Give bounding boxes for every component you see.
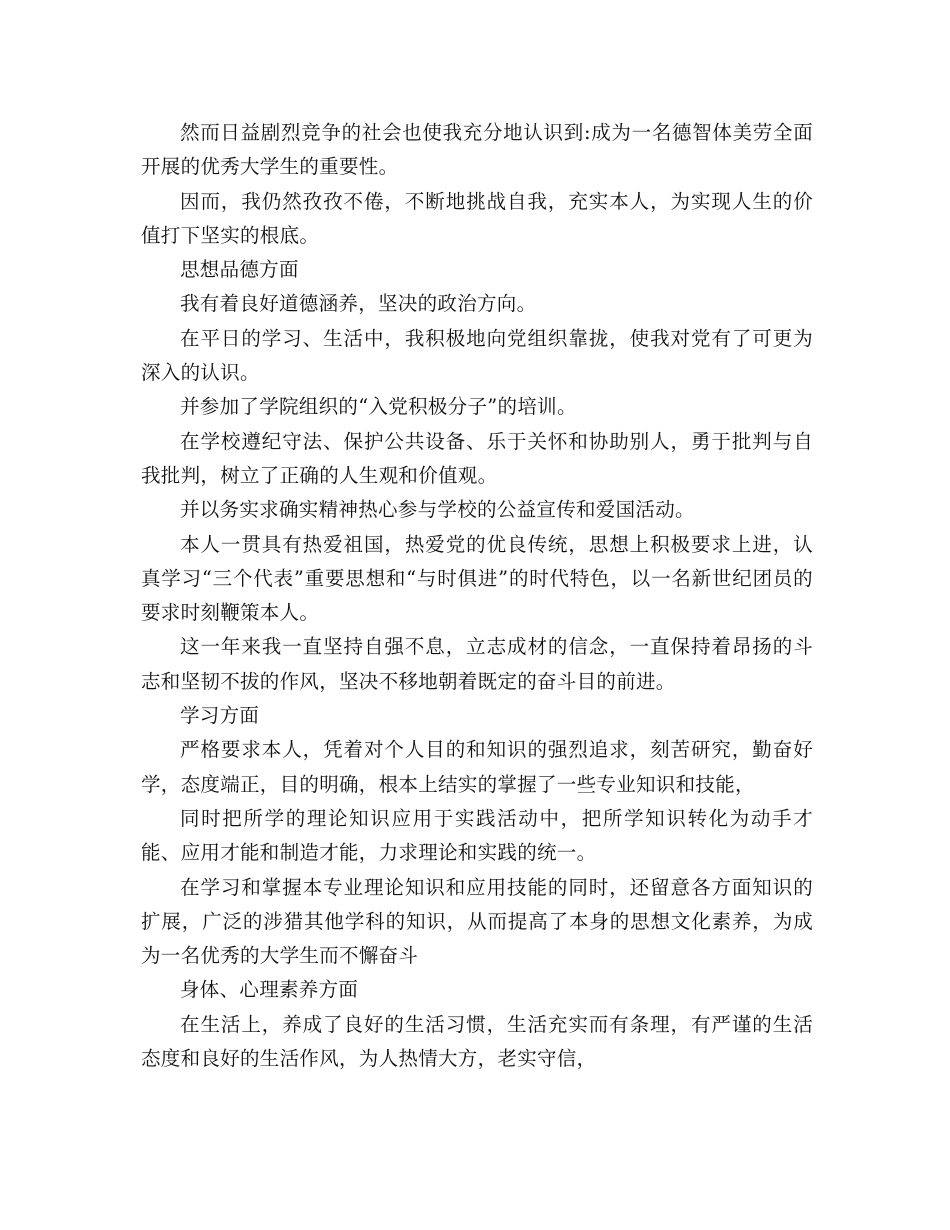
paragraph-competition: 然而日益剧烈竞争的社会也使我充分地认识到:成为一名德智体美劳全面开展的优秀大学生的重要性。	[141, 121, 813, 179]
section-heading-physical-mental: 身体、心理素养方面	[180, 978, 359, 1002]
document-body	[141, 116, 813, 1076]
paragraph-lifestyle: 在生活上，养成了良好的生活习惯，生活充实而有条理，有严谨的生活态度和良好的生活作风，为人热情大方，老实守信，	[141, 1012, 813, 1071]
paragraph-moral-values: 我有着良好道德涵养，坚决的政治方向。	[180, 292, 537, 316]
paragraph-patriotism: 本人一贯具有热爱祖国，热爱党的优良传统，思想上积极要求上进，认真学习“三个代表”重要思想和“与时俱进”的时代特色，以一名新世纪团员的要求时刻鞭策本人。	[141, 532, 813, 625]
paragraph-perseverance: 这一年来我一直坚持自强不息，立志成材的信念，一直保持着昂扬的斗志和坚韧不拔的作风，坚决不移地朝着既定的奋斗目的前进。	[141, 635, 813, 693]
paragraph-study-attitude: 严格要求本人，凭着对个人目的和知识的强烈追求，刻苦研究，勤奋好学，态度端正，目的明确，根本上结实的掌握了一些专业知识和技能，	[141, 738, 813, 796]
paragraph-party-approach: 在平日的学习、生活中，我积极地向党组织靠拢，使我对党有了可更为深入的认识。	[141, 326, 813, 385]
section-heading-moral: 思想品德方面	[180, 258, 299, 282]
paragraph-self-challenge: 因而，我仍然孜孜不倦，不断地挑战自我，充实本人，为实现人生的价值打下坚实的根底。	[141, 189, 813, 247]
paragraph-public-activities: 并以务实求确实精神热心参与学校的公益宣传和爱国活动。	[180, 498, 695, 522]
paragraph-party-training: 并参加了学院组织的“入党积极分子”的培训。	[180, 395, 577, 419]
paragraph-theory-practice: 同时把所学的理论知识应用于实践活动中，把所学知识转化为动手才能、应用才能和制造才能，力求理论和实践的统一。	[141, 806, 813, 865]
paragraph-broad-knowledge: 在学习和掌握本专业理论知识和应用技能的同时，还留意各方面知识的扩展，广泛的涉猎其他学科的知识，从而提高了本身的思想文化素养，为成为一名优秀的大学生而不懈奋斗	[141, 875, 813, 968]
paragraph-discipline: 在学校遵纪守法、保护公共设备、乐于关怀和协助别人，勇于批判与自我批判，树立了正确的人生观和价值观。	[141, 429, 813, 487]
section-heading-study: 学习方面	[180, 704, 260, 728]
